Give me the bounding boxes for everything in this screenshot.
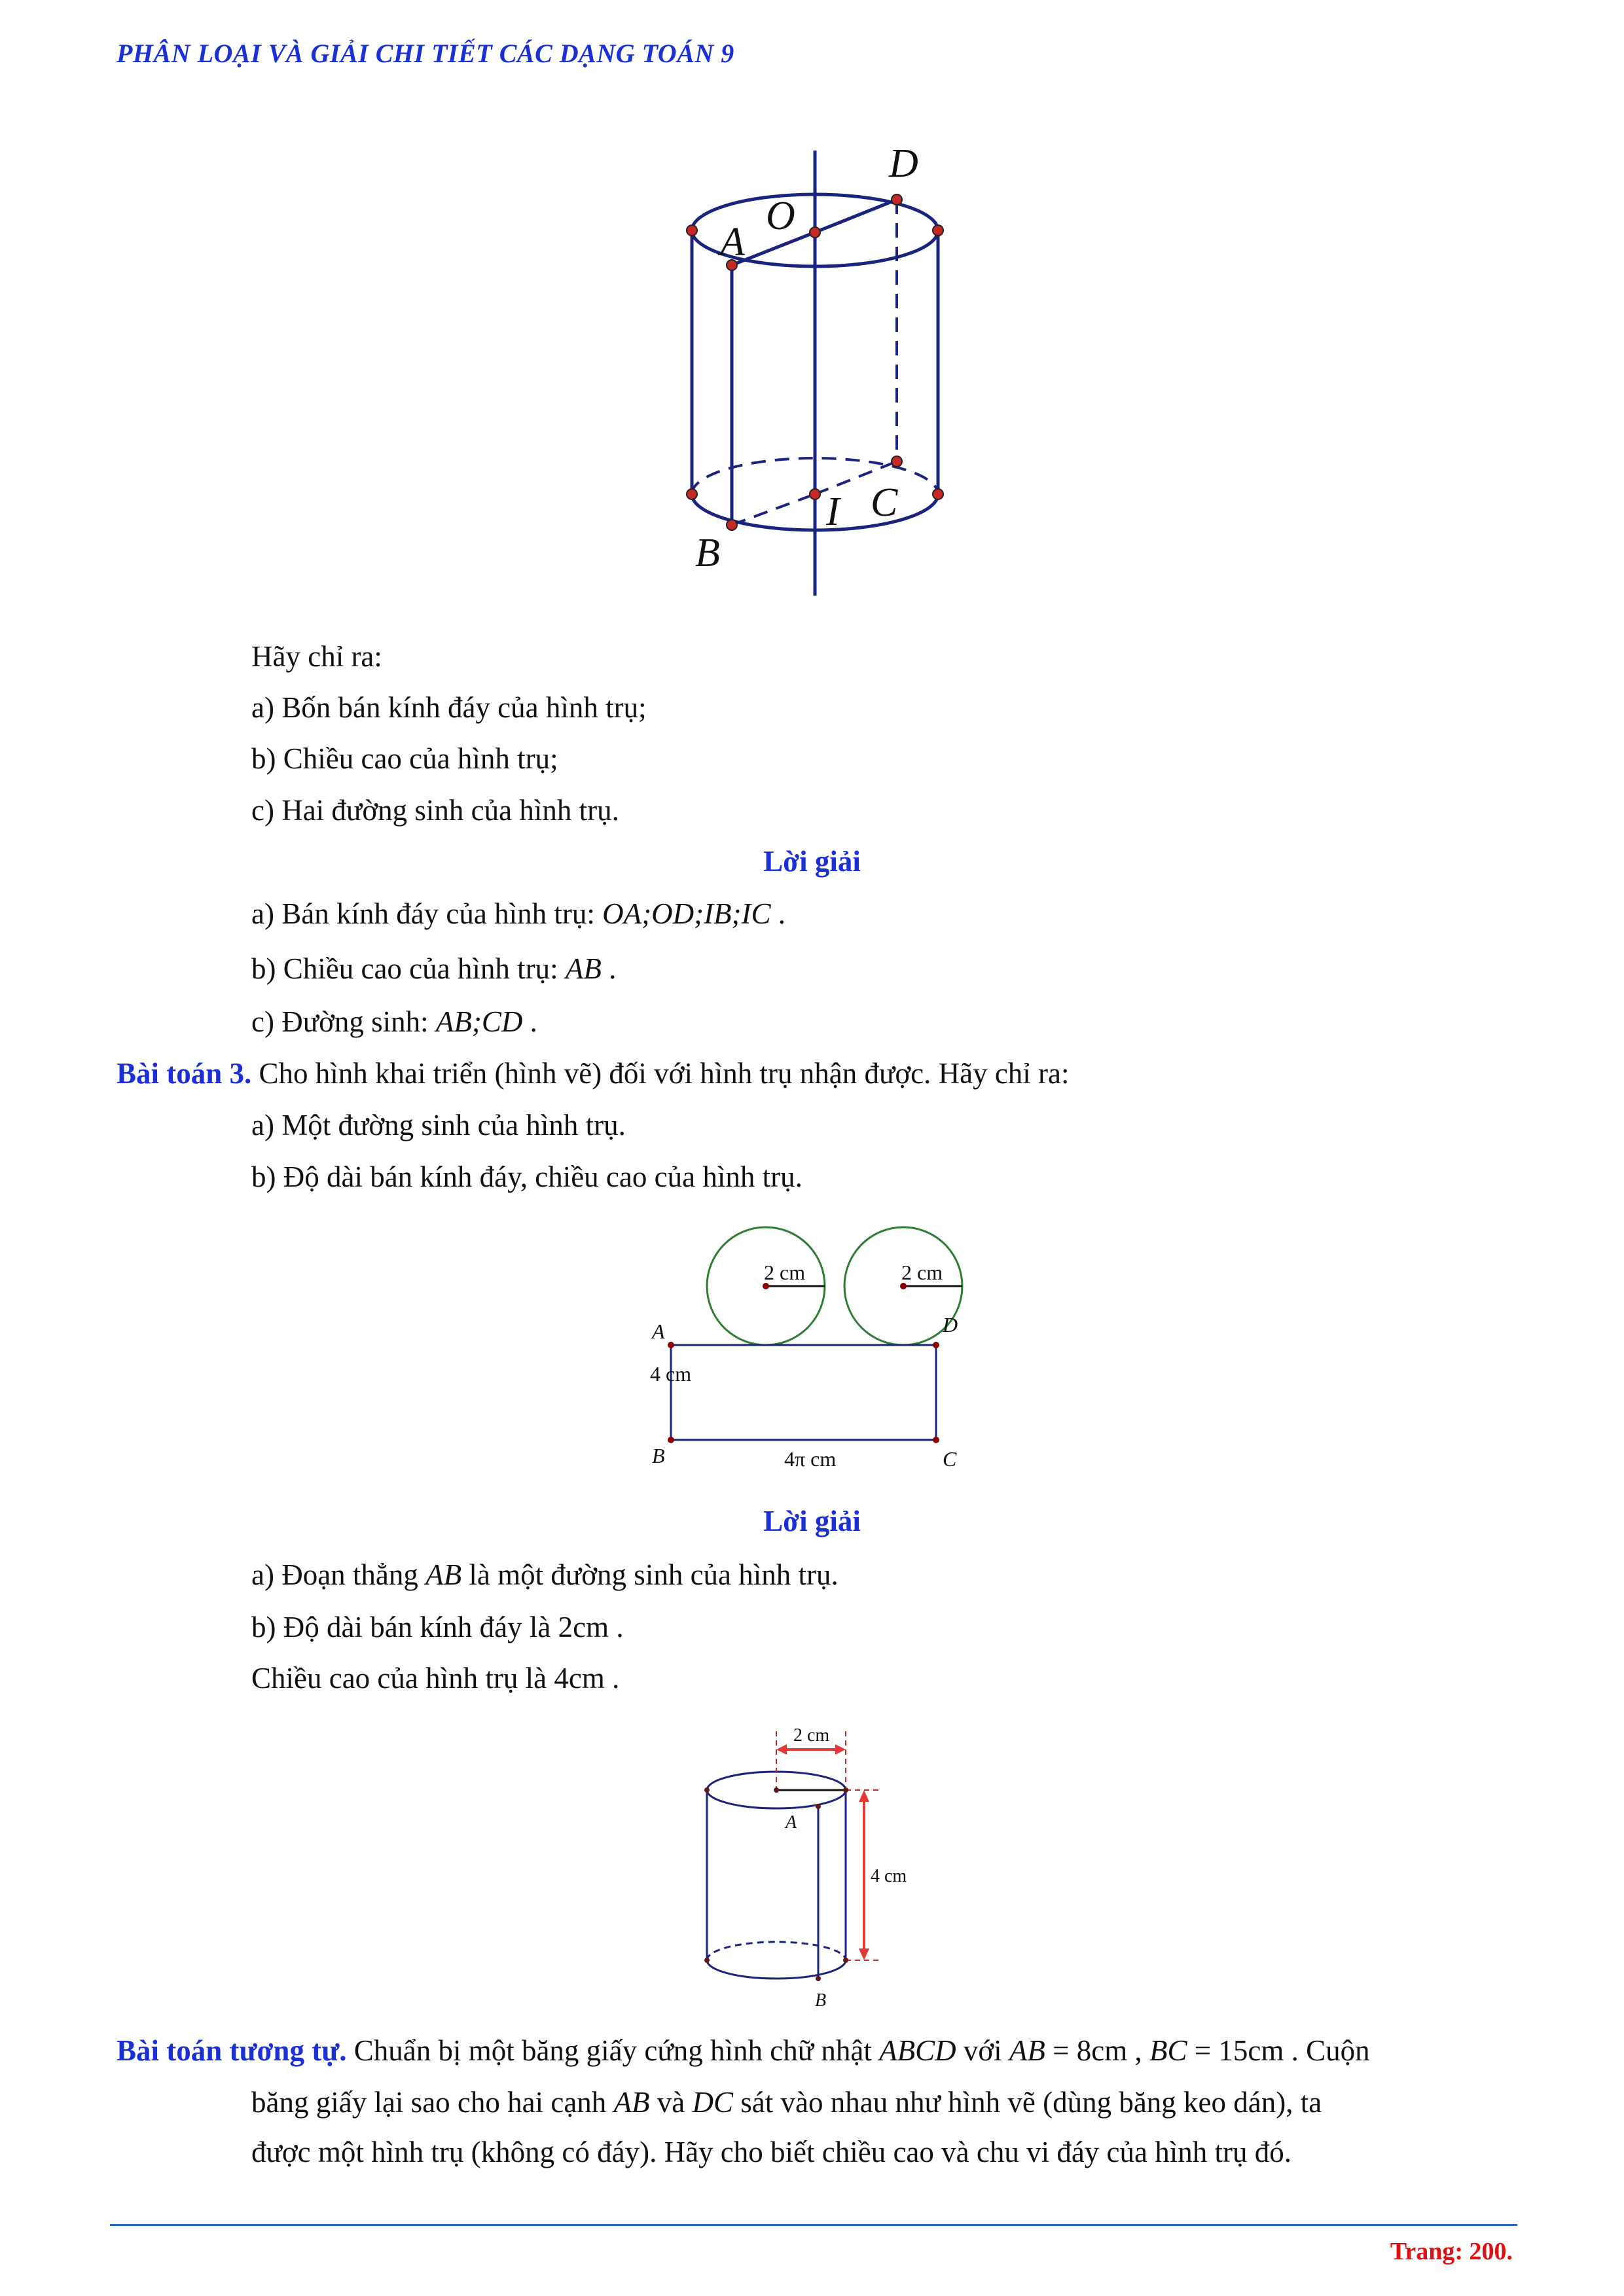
cyl2-radius: 2 cm — [793, 1725, 830, 1746]
similar-label: Bài toán tương tự. — [117, 2034, 347, 2067]
label-D: D — [889, 141, 918, 186]
solution2-c-math: AB;CD — [435, 1005, 523, 1038]
solution2-c-end: . — [530, 1005, 537, 1038]
similar-text-1c: = 8cm , — [1045, 2034, 1150, 2067]
cyl2-label-B: B — [815, 1990, 827, 2006]
problem3-a: a) Một đường sinh của hình trụ. — [251, 1109, 626, 1141]
solution3-a — [251, 1556, 839, 1593]
similar-math-ab: AB — [1009, 2034, 1045, 2067]
solution2-a-math: OA;OD;IB;IC — [602, 897, 771, 930]
solution-title-2: Lời giải — [763, 1505, 861, 1537]
solution2-a-end: . — [778, 897, 786, 930]
similar-line-1 — [117, 2032, 1370, 2069]
solution3-c — [251, 1660, 619, 1696]
similar-text-1d: = 15cm . Cuộn — [1187, 2034, 1370, 2067]
solution3-a-text1: a) Đoạn thẳng — [251, 1558, 426, 1591]
solution3-b — [251, 1609, 624, 1645]
similar-math-ab-2: AB — [613, 2086, 650, 2119]
problem3-text: Cho hình khai triển (hình vẽ) đối với hình trụ nhận được. Hãy chỉ ra: — [251, 1057, 1070, 1090]
solution2-c-text: c) Đường sinh: — [251, 1005, 436, 1038]
net-radius-1: 2 cm — [764, 1261, 806, 1284]
solution-title-1: Lời giải — [763, 845, 861, 878]
solution3-c-value: 4cm — [554, 1662, 605, 1695]
net-label-D: D — [943, 1313, 958, 1336]
net-width: 4π cm — [784, 1447, 837, 1471]
similar-text-2a: băng giấy lại sao cho hai cạnh — [251, 2086, 614, 2119]
solution3-a-math: AB — [425, 1558, 462, 1591]
label-O: O — [766, 194, 795, 238]
cylinder-net-figure — [589, 1214, 1047, 1489]
solution3-b-value: 2cm — [558, 1611, 609, 1643]
solution3-c-text: Chiều cao của hình trụ là — [251, 1662, 554, 1695]
solution2-a — [251, 895, 785, 932]
problem2-b: b) Chiều cao của hình trụ; — [251, 742, 558, 775]
similar-text-1b: với — [956, 2034, 1009, 2067]
page-header: PHÂN LOẠI VÀ GIẢI CHI TIẾT CÁC DẠNG TOÁN 9 — [117, 39, 734, 68]
solution3-b-end: . — [616, 1611, 624, 1643]
solution3-c-end: . — [612, 1662, 620, 1695]
similar-text-1a: Chuẩn bị một băng giấy cứng hình chữ nhật — [346, 2034, 880, 2067]
similar-math-dc: DC — [692, 2086, 734, 2119]
similar-text-2c: sát vào nhau như hình vẽ (dùng băng keo dán), ta — [733, 2086, 1322, 2119]
problem2-a: a) Bốn bán kính đáy của hình trụ; — [251, 691, 647, 724]
label-I: I — [826, 490, 840, 534]
net-radius-2: 2 cm — [901, 1261, 943, 1284]
solution3-a-text2: là một đường sinh của hình trụ. — [461, 1558, 839, 1591]
cylinder-figure-2 — [687, 1718, 962, 2006]
similar-math-bc: BC — [1149, 2034, 1187, 2067]
similar-line-2 — [251, 2084, 1322, 2121]
problem3-statement — [117, 1055, 1070, 1092]
similar-text-2b: và — [649, 2086, 693, 2119]
solution3-b-text: b) Độ dài bán kính đáy là — [251, 1611, 558, 1643]
similar-math-abcd: ABCD — [879, 2034, 956, 2067]
net-label-C: C — [943, 1447, 957, 1471]
solution2-b-text: b) Chiều cao của hình trụ: — [251, 952, 566, 985]
net-label-B: B — [652, 1444, 665, 1467]
solution2-b-end: . — [609, 952, 617, 985]
label-C: C — [871, 480, 898, 525]
similar-line-3: được một hình trụ (không có đáy). Hãy cho biết chiều cao và chu vi đáy của hình trụ đó. — [251, 2136, 1291, 2168]
solution2-c — [251, 1003, 537, 1040]
problem2-intro: Hãy chỉ ra: — [251, 640, 382, 673]
net-label-A: A — [652, 1319, 665, 1343]
footer-divider — [110, 2224, 1517, 2226]
solution2-b-math: AB — [565, 952, 602, 985]
net-height: 4 cm — [650, 1362, 692, 1386]
problem3-b: b) Độ dài bán kính đáy, chiều cao của hình trụ. — [251, 1160, 803, 1193]
cylinder-figure-1 — [655, 137, 969, 609]
cyl2-label-A: A — [785, 1812, 797, 1833]
label-A: A — [720, 220, 745, 264]
page-number: Trang: 200. — [1390, 2238, 1513, 2265]
solution2-a-text: a) Bán kính đáy của hình trụ: — [251, 897, 603, 930]
problem2-c: c) Hai đường sinh của hình trụ. — [251, 794, 619, 827]
problem3-label: Bài toán 3. — [117, 1057, 252, 1090]
label-B: B — [695, 531, 720, 575]
solution2-b — [251, 950, 616, 987]
cyl2-height: 4 cm — [871, 1866, 907, 1886]
